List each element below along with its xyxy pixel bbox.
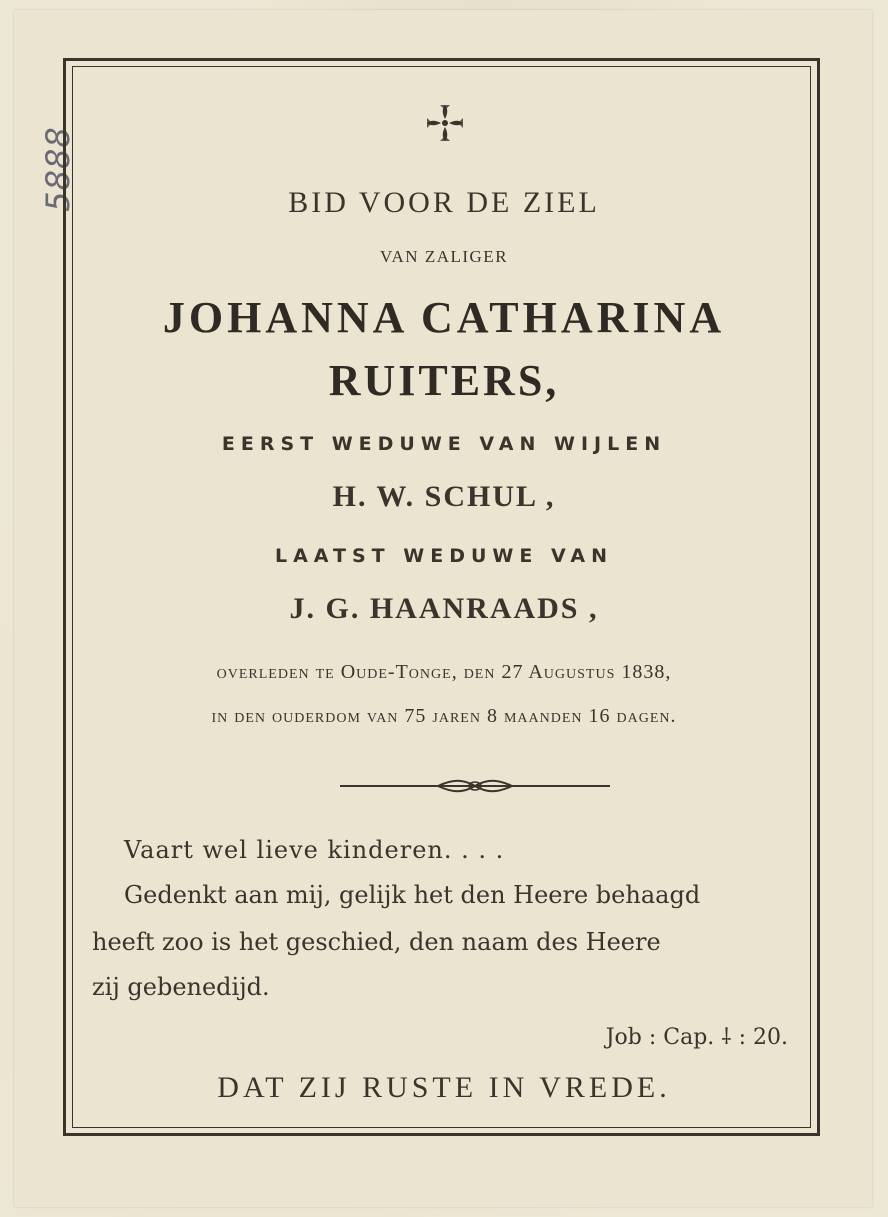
verse-line-2: Gedenkt aan mij, gelijk het den Heere behaagd [124,881,701,909]
scripture-citation: Job : Cap. ⸸ : 20. [605,1025,788,1050]
age-at-death-line: in den ouderdom van 75 jaren 8 maanden 16 dagen. [211,705,677,727]
verse-line-4: zij gebenedijd. [92,973,270,1001]
deceased-surname: RUITERS, [328,356,560,405]
closing-prayer: DAT ZIJ RUSTE IN VREDE. [217,1071,671,1104]
cross-icon [423,101,467,145]
catalog-number: 5888 [39,126,77,212]
second-husband-name: J. G. HAANRAADS , [289,592,599,625]
verse-line-3: heeft zoo is het geschied, den naam des Heere [92,928,661,956]
last-widow-line: LAATST WEDUWE VAN [275,545,613,567]
first-widow-line: EERST WEDUWE VAN WIJLEN [221,433,667,455]
first-husband-name: H. W. SCHUL , [332,480,556,513]
prayer-heading: BID VOOR DE ZIEL [288,186,600,219]
deceased-first-names: JOHANNA CATHARINA [162,293,726,342]
prayer-subheading: VAN ZALIGER [379,247,509,266]
flourish-divider [338,775,612,797]
death-date-line: overleden te Oude-Tonge, den 27 Augustus 1838, [216,661,672,683]
verse-line-1: Vaart wel lieve kinderen. . . . [124,836,505,864]
